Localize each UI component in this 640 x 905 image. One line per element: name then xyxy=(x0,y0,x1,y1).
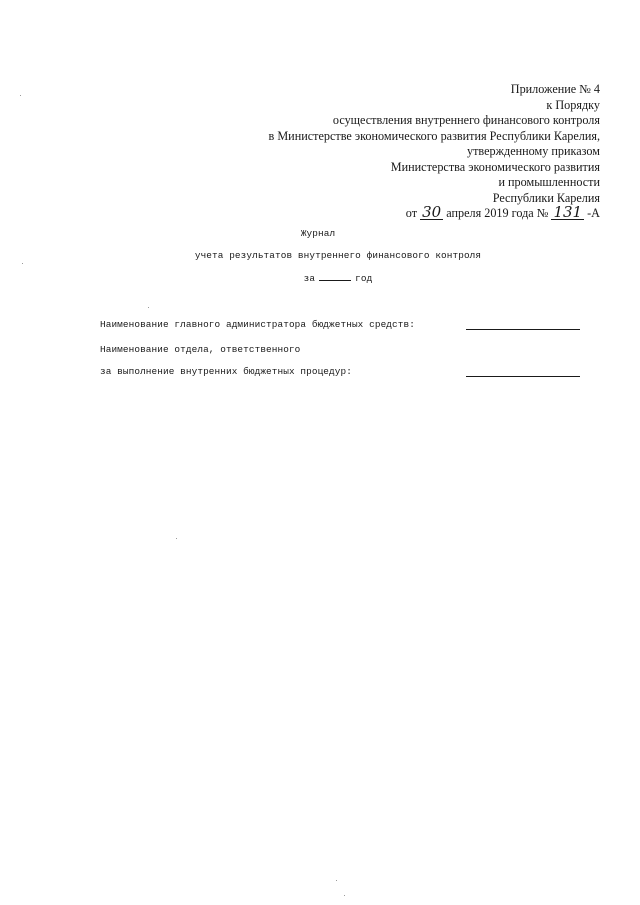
department-label-line2: за выполнение внутренних бюджетных процедур: xyxy=(100,366,352,377)
appendix-line-8: Республики Карелия xyxy=(492,190,600,205)
administrator-blank[interactable] xyxy=(466,329,580,330)
appendix-line-6: Министерства экономического развития xyxy=(390,159,600,174)
period-year-blank[interactable] xyxy=(319,280,351,281)
appendix-header xyxy=(180,82,600,222)
appendix-line-3: осуществления внутреннего финансового контроля xyxy=(332,113,600,127)
scan-speck xyxy=(20,95,21,96)
appendix-line-5: утвержденному приказом xyxy=(467,144,600,158)
order-prefix: от xyxy=(405,206,418,220)
order-reference xyxy=(180,203,600,222)
order-number-handwritten: 131 xyxy=(553,203,583,221)
scan-speck xyxy=(344,895,345,896)
order-day-handwritten: 30 xyxy=(422,203,442,221)
scan-speck xyxy=(22,263,23,264)
journal-period xyxy=(18,273,640,285)
journal-subtitle: учета результатов внутреннего финансового контроля xyxy=(194,250,482,261)
order-suffix: -А xyxy=(587,206,600,220)
administrator-label: Наименование главного администратора бюджетных средств: xyxy=(100,319,415,330)
appendix-line-7: и промышленности xyxy=(498,175,600,189)
period-prefix: за xyxy=(303,273,316,284)
period-suffix: год xyxy=(355,273,373,284)
appendix-line-4: в Министерстве экономического развития Республики Карелия, xyxy=(268,128,600,143)
department-blank[interactable] xyxy=(466,376,580,377)
scan-speck xyxy=(176,538,177,539)
appendix-number: Приложение № 4 xyxy=(510,82,600,96)
journal-title: Журнал xyxy=(300,228,336,239)
appendix-line-2: к Порядку xyxy=(546,97,600,112)
scan-speck xyxy=(148,307,149,308)
department-label-line1: Наименование отдела, ответственного xyxy=(100,344,301,355)
order-middle: апреля 2019 года № xyxy=(446,206,549,220)
scan-speck xyxy=(336,880,337,881)
